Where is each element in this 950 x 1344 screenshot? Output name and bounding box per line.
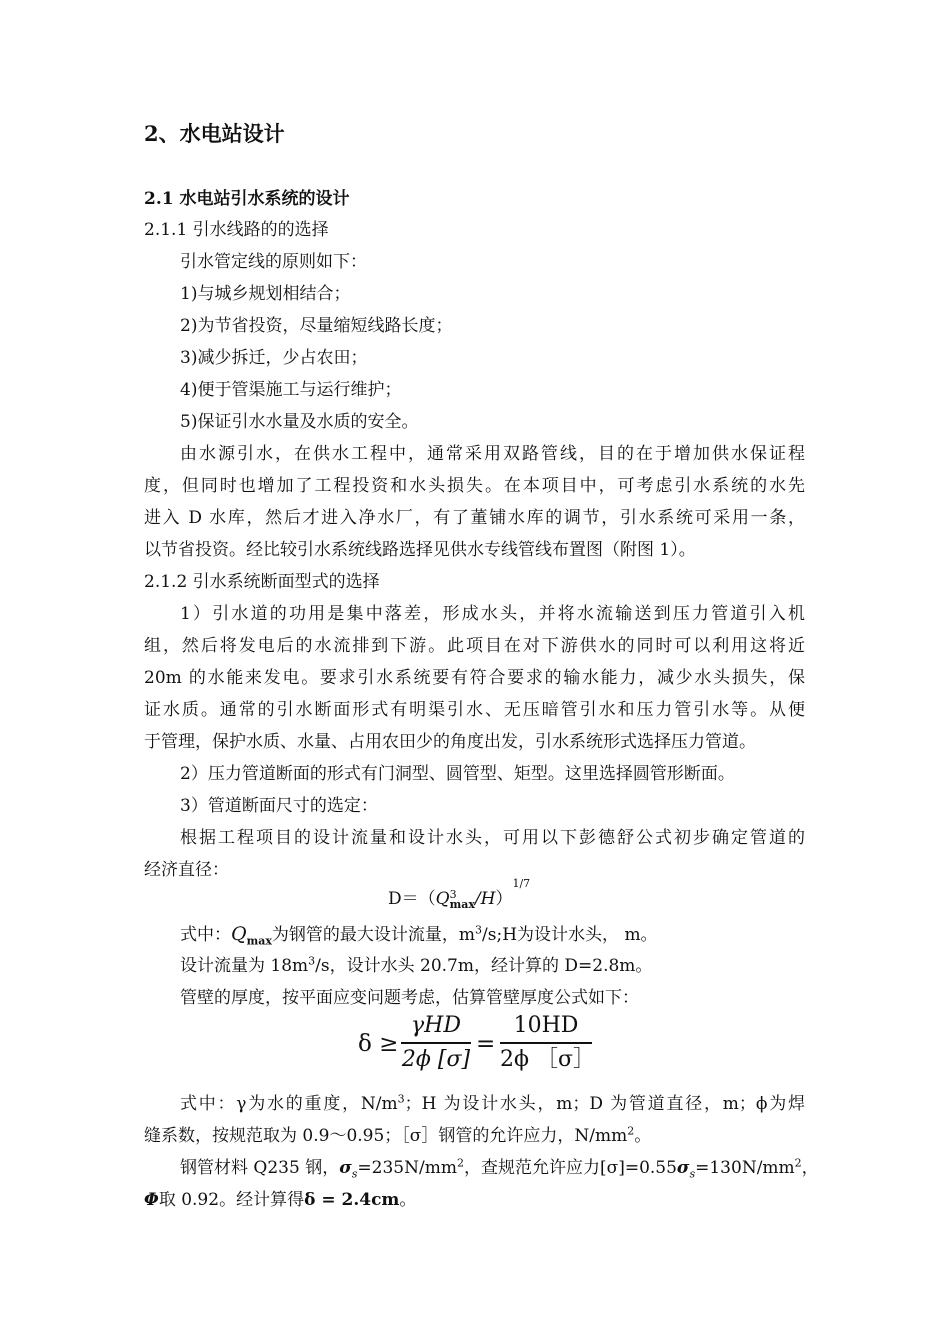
fraction-2-denominator: 2ϕ ［σ］ [500,1047,596,1072]
steel-line1 [180,1157,819,1179]
where2-2a: 缝系数，按规范取为 0.9～0.95；［σ］钢管的允许应力，N/mm [144,1126,628,1146]
steel-1a: 钢管材料 Q235 钢， [180,1158,340,1178]
steel-1c: ，查规范允许应力[σ]=0.55 [463,1158,677,1178]
formula-q: Q [435,889,450,909]
where-q: Q [231,923,247,945]
steel-1b: =235N/mm [357,1158,457,1178]
steel-sup2: 2 [794,1156,802,1170]
design-flow-b: /s，设计水头 20.7m，经计算的 D=2.8m。 [315,956,653,976]
paragraph-line: 经济直径： [144,860,229,880]
formula-close: ） [495,889,513,909]
where-q-sub: max [246,934,272,948]
where2-line2 [144,1125,651,1147]
fraction-1-bar [401,1042,471,1044]
paragraph-line: 1）引水道的功用是集中落差，形成水头，并将水流输送到压力管道引入机 [180,604,805,624]
design-flow-sup: 3 [308,954,316,968]
subsection-heading-2-1-2: 2.1.2 引水系统断面型式的选择 [144,572,380,592]
where2-1b: ；H 为设计水头，m；D 为管道直径，m；ϕ为焊 [404,1094,806,1114]
steel-sigma: σ [339,1158,352,1178]
formula-q-sub: max [449,897,475,911]
design-flow-line [180,955,652,977]
where-prefix: 式中： [180,925,231,945]
where2-2sup: 2 [627,1124,635,1138]
principle-item: 5)保证引水水量及水质的安全。 [180,412,419,432]
paragraph-line: 根据工程项目的设计流量和设计水头，可用以下彭德舒公式初步确定管道的 [180,828,805,848]
principle-item: 1)与城乡规划相结合； [180,284,351,304]
steel-2d: 。 [399,1190,417,1210]
steel-phi: Φ [144,1190,159,1210]
fraction-1-denominator: 2ϕ [σ] [401,1047,471,1072]
paragraph-line: 2）压力管道断面的形式有门洞型、圆管型、矩型。这里选择圆管形断面。 [180,764,735,784]
paragraph-line: 以节省投资。经比较引水系统线路选择见供水专线管线布置图（附图 1）。 [144,540,696,560]
formula-lhs: D＝（ [388,889,436,909]
paragraph-line: 20m 的水能来发电。要求引水系统要有符合要求的输水能力，减少水头损失，保 [144,668,805,688]
paragraph-line: 于管理，保护水质、水量、占用农田少的角度出发，引水系统形式选择压力管道。 [144,732,756,752]
paragraph-line: 由水源引水，在供水工程中，通常采用双路管线，目的在于增加供水保证程 [180,444,805,464]
design-flow-a: 设计流量为 18m [180,956,309,976]
fraction-1 [401,1012,471,1074]
paragraph-line: 度，但同时也增加了工程投资和水头损失。在本项目中，可考虑引水系统的水先 [144,476,805,496]
where-text2: /s;H为设计水头， m。 [482,925,658,945]
principles-intro: 引水管定线的原则如下： [180,252,367,272]
steel-line2 [144,1189,416,1211]
steel-sigma-sub: s [351,1167,358,1181]
formula-thickness-lhs: δ ≥ [358,1031,399,1057]
section-heading: 2、水电站设计 [144,121,285,146]
where2-1sup: 3 [397,1092,405,1106]
formula-equals: = [476,1031,496,1057]
paragraph-line: 进入 D 水库，然后才进入净水厂，有了董铺水库的调节，引水系统可采用一条， [144,508,805,528]
where2-line1 [180,1093,805,1115]
paragraph-line: 3）管道断面尺寸的选定： [180,796,378,816]
where-text: 为钢管的最大设计流量，m [271,925,476,945]
formula-rest: /H [474,889,496,909]
steel-1d: =130N/mm [695,1158,795,1178]
where2-1a: 式中：γ为水的重度，N/m [180,1094,398,1114]
paragraph-line: 组，然后将发电后的水流排到下游。此项目在对下游供水的同时可以利用这将近 [144,636,805,656]
formula-explanation [180,923,658,946]
principle-item: 3)减少拆迁，少占农田； [180,348,368,368]
fraction-1-numerator: γHD [411,1013,461,1038]
formula-diameter [388,877,531,911]
steel-result: δ = 2.4cm [304,1190,400,1210]
formula-q-sup: 3 [449,887,457,901]
fraction-2 [500,1012,596,1074]
subsection-heading-2-1-1: 2.1.1 引水线路的的选择 [144,220,329,240]
fraction-2-numerator: 10HD [513,1013,579,1038]
fraction-2-bar [500,1042,592,1044]
principle-item: 4)便于管渠施工与运行维护； [180,380,402,400]
subsection-heading-2-1: 2.1 水电站引水系统的设计 [144,189,350,209]
formula-exponent: 1/7 [512,877,531,891]
steel-2b: 取 0.92。经计算得 [158,1190,305,1210]
steel-sup1: 2 [456,1156,464,1170]
thickness-intro: 管壁的厚度，按平面应变问题考虑，估算管壁厚度公式如下： [180,988,639,1008]
steel-sigma-sub-2: s [689,1167,696,1181]
steel-sigma-2: σ [676,1158,690,1178]
where2-2b: 。 [634,1126,652,1146]
paragraph-line: 证水质。通常的引水断面形式有明渠引水、无压暗管引水和压力管引水等。从便 [144,700,805,720]
steel-1e: ， [801,1158,819,1178]
where-sup: 3 [475,923,483,937]
principle-item: 2)为节省投资，尽量缩短线路长度； [180,316,453,336]
